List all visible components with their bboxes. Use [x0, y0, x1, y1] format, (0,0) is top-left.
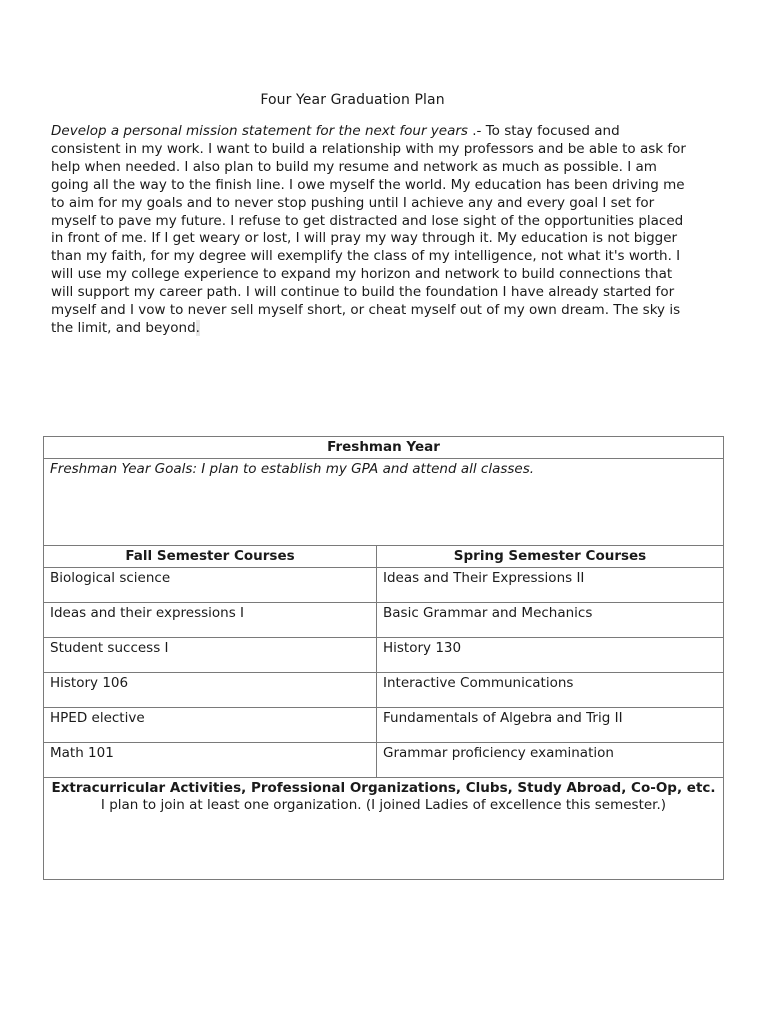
table-row — [44, 778, 724, 880]
table-row — [44, 743, 724, 778]
freshman-year-table — [43, 436, 724, 880]
table-row — [44, 546, 724, 568]
mission-body: To stay focused and consistent in my work. I want to build a relationship with my professors and be able to ask for help when needed. I also plan to build my resume and network as much as possible. I am going all the way to the finish line. I owe myself the world. My education has been driving me to aim for my goals and to never stop pushing until I achieve any and every goal I set for myself to pave my future. I refuse to get distracted and lose sight of the opportunities placed in front of me. If I get weary or lost, I will pray my way through it. My education is not bigger than my faith, for my degree will exemplify the class of my intelligence, not what it's worth. I will use my college experience to expand my horizon and network to build connections that will support my career path. I will continue to build the foundation I have already started for myself and I vow to never sell myself short, or cheat myself out of my own dream. The sky is the limit, and beyond — [51, 123, 686, 336]
freshman-year-header: Freshman Year — [44, 437, 724, 459]
mission-prompt: Develop a personal mission statement for the next four years — [51, 123, 468, 139]
fall-course: HPED elective — [44, 708, 377, 743]
table-row — [44, 437, 724, 459]
table-row — [44, 603, 724, 638]
table-row — [44, 459, 724, 546]
fall-course: Ideas and their expressions I — [44, 603, 377, 638]
spring-semester-header: Spring Semester Courses — [377, 546, 724, 568]
spring-course: History 130 — [377, 638, 724, 673]
fall-course: History 106 — [44, 673, 377, 708]
table-row — [44, 708, 724, 743]
fall-semester-header: Fall Semester Courses — [44, 546, 377, 568]
table-row — [44, 568, 724, 603]
spring-course: Ideas and Their Expressions II — [377, 568, 724, 603]
table-row — [44, 638, 724, 673]
mission-end-mark: . — [195, 319, 200, 336]
mission-separator: .- — [467, 123, 486, 139]
fall-course: Math 101 — [44, 743, 377, 778]
fall-course: Biological science — [44, 568, 377, 603]
spring-course: Fundamentals of Algebra and Trig II — [377, 708, 724, 743]
freshman-goals: Freshman Year Goals: I plan to establish my GPA and attend all classes. — [44, 459, 724, 546]
fall-course: Student success I — [44, 638, 377, 673]
document-title: Four Year Graduation Plan — [260, 92, 445, 108]
table-row — [44, 673, 724, 708]
spring-course: Interactive Communications — [377, 673, 724, 708]
spring-course: Basic Grammar and Mechanics — [377, 603, 724, 638]
mission-statement — [51, 123, 691, 338]
spring-course: Grammar proficiency examination — [377, 743, 724, 778]
extracurricular-header: Extracurricular Activities, Professional Organizations, Clubs, Study Abroad, Co-Op, etc. — [51, 780, 716, 796]
extracurricular-text: I plan to join at least one organization. (I joined Ladies of excellence this semester.) — [100, 797, 667, 813]
extracurricular-cell — [44, 778, 724, 880]
